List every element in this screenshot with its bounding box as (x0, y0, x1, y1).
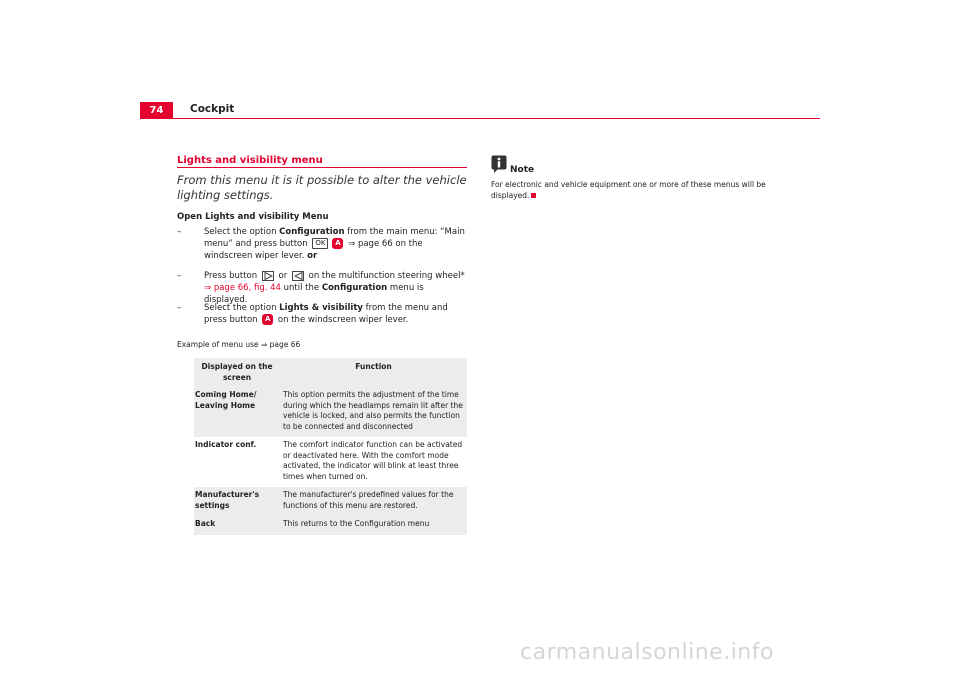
menu-option-name: Indicator conf. (195, 440, 257, 449)
table-row (194, 487, 467, 516)
menu-option-function: The manufacturer's predefined values for the functions of this menu are restored. (280, 487, 467, 516)
section-intro: From this menu it is it possible to alter the vehicle lighting settings. (177, 173, 467, 202)
table-row (194, 437, 467, 487)
menu-option-function: The comfort indicator function can be activated or deactivated here. With the comfort mode activated, the indicator will blink at least three times when turned on. (283, 440, 463, 481)
table-header-row (194, 358, 467, 387)
header-divider (173, 118, 820, 119)
page-number: 74 (140, 102, 173, 119)
left-arrow-key-icon (292, 271, 304, 281)
watermark: carmanualsonline.info (520, 640, 774, 665)
menu-option-function: This returns to the Configuration menu (280, 516, 467, 535)
column-header-function: Function (280, 358, 467, 387)
step-1 (177, 226, 467, 262)
step-text: Select the option (204, 227, 280, 237)
step-text: from the menu and press button (204, 303, 448, 325)
step-text: menu is displayed. (204, 283, 424, 305)
a-key-icon: A (332, 238, 343, 249)
step-2 (177, 270, 467, 306)
procedure-heading: Open Lights and visibility Menu (177, 212, 329, 222)
step-text: Select the option (204, 303, 280, 313)
step-emphasis: Configuration (321, 283, 388, 293)
menu-option-name: Manufacturer's settings (194, 487, 280, 516)
ok-key-icon: OK (312, 238, 328, 249)
chapter-title: Cockpit (190, 103, 235, 115)
menu-option-name: Back (194, 516, 280, 535)
note-title: Note (510, 165, 535, 175)
step-dash: – (177, 271, 182, 281)
step-text: Press button (204, 271, 260, 281)
page-reference-link[interactable]: ⇒ page 66, fig. 44 (204, 283, 281, 293)
step-dash: – (177, 303, 182, 313)
section-divider (177, 167, 467, 168)
step-emphasis: or (307, 251, 318, 261)
right-arrow-key-icon (262, 271, 274, 281)
menu-option-name: Coming Home/ Leaving Home (194, 387, 280, 437)
a-key-icon: A (262, 314, 273, 325)
note-text (491, 180, 791, 201)
column-header-display: Displayed on the screen (194, 358, 280, 387)
end-marker-icon (531, 193, 536, 198)
step-dash: – (177, 227, 182, 237)
section-title: Lights and visibility menu (177, 155, 323, 166)
step-text: until the (280, 283, 322, 293)
step-text: on the windscreen wiper lever. (275, 315, 409, 325)
function-table (194, 358, 467, 535)
table-row (194, 387, 467, 437)
example-reference: Example of menu use ⇒ page 66 (177, 340, 301, 349)
step-text: from the main menu: “Main menu” and press button (204, 227, 465, 249)
step-3 (177, 302, 467, 326)
menu-option-function: This option permits the adjustment of the time during which the headlamps remain lit after the vehicle is locked, and also permits the function to be connected and disconnected (280, 387, 467, 437)
note-body: For electronic and vehicle equipment one or more of these menus will be displayed. (491, 180, 766, 200)
step-text: or (275, 271, 290, 281)
step-text: ⇒ page 66 on the windscreen wiper lever. (204, 239, 423, 261)
step-text: on the multifunction steering wheel* (305, 271, 465, 281)
step-emphasis: Configuration (279, 227, 345, 237)
step-emphasis: Lights & visibility (279, 303, 363, 313)
info-note-icon (491, 155, 507, 173)
table-row (194, 516, 467, 535)
